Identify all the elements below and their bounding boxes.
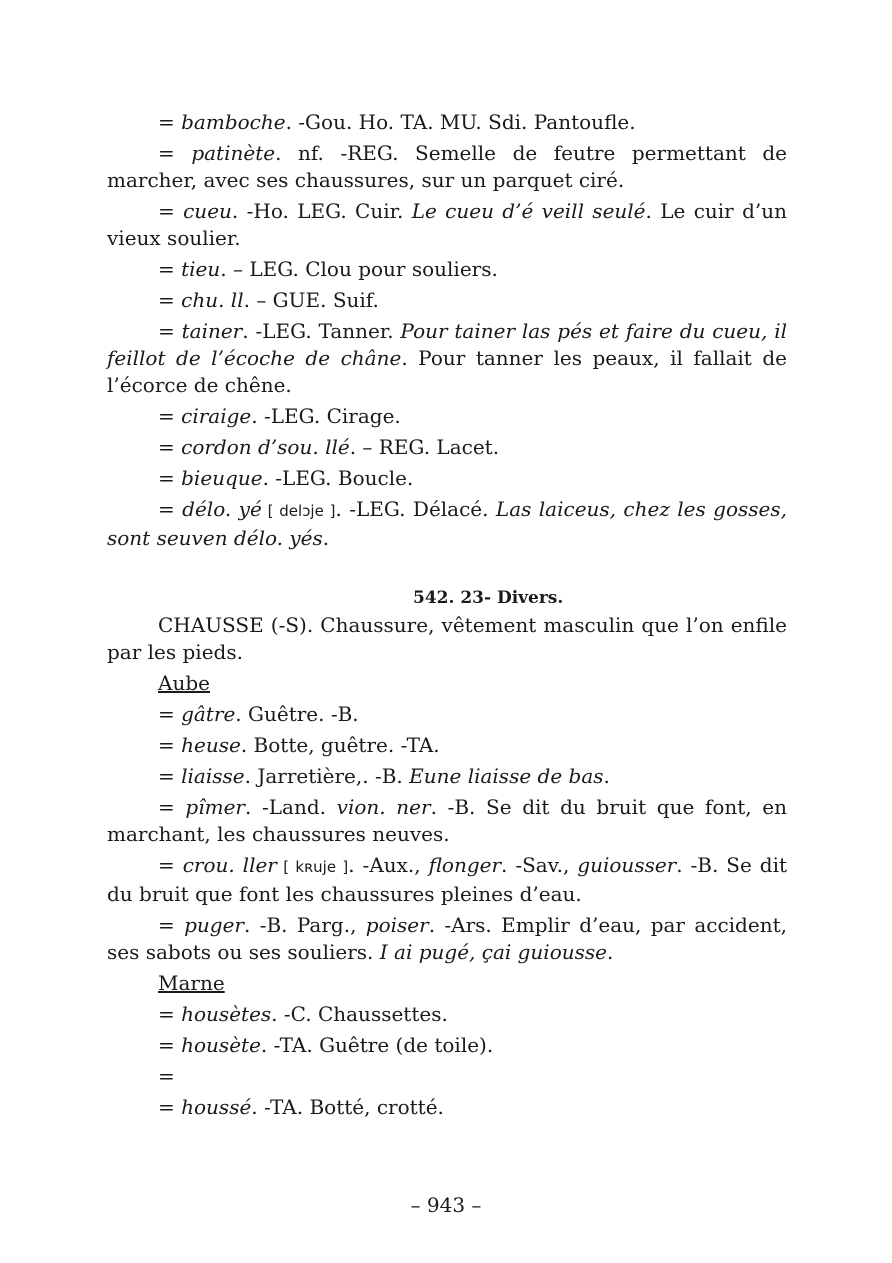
entry-prefix: =	[158, 795, 186, 819]
entry-term: patinète	[191, 141, 276, 165]
entry-term: tieu	[181, 257, 221, 281]
entry-term: ciraige	[181, 404, 252, 428]
entry-prefix: =	[158, 764, 182, 788]
dictionary-entry	[107, 465, 787, 492]
dictionary-entry	[107, 1001, 787, 1028]
entry-prefix: =	[158, 199, 184, 223]
entry-prefix: =	[158, 497, 183, 521]
entry-term: chu. ll	[181, 288, 244, 312]
entry-gloss: .	[322, 526, 330, 550]
page-body	[107, 105, 787, 1121]
entry-definition: . -Aux.,	[348, 853, 429, 877]
dictionary-entry	[107, 1032, 787, 1059]
entry-prefix: =	[158, 466, 182, 490]
entry-term: tainer	[181, 319, 243, 343]
dictionary-entry	[107, 198, 787, 252]
dictionary-entry	[107, 496, 787, 552]
entry-definition: . – LEG. Clou pour souliers.	[220, 257, 498, 281]
entry-example: Le cueu d’é veill seulé	[411, 199, 646, 223]
entry-term: pîmer	[185, 795, 245, 819]
entry-prefix: =	[158, 853, 183, 877]
entry-phonetic: [ kʀuje ]	[276, 858, 349, 876]
entry-definition: . -C. Chaussettes.	[271, 1002, 448, 1026]
entry-term: puger	[184, 913, 244, 937]
entry-gloss: . -B. Se dit du bruit que font, en marchant, les chaussures neuves.	[107, 795, 788, 846]
entries-marne	[107, 1001, 787, 1121]
entry-example: poiser	[365, 913, 429, 937]
entry-term: houssé	[181, 1095, 252, 1119]
entry-example: Las laiceus, chez les gosses, sont seuven délo. yés	[107, 497, 788, 550]
entry-example: I ai pugé, çai guiousse	[379, 940, 607, 964]
dictionary-entry	[107, 403, 787, 430]
entry-gloss: .	[603, 764, 610, 788]
entry-term: cordon d’sou. llé	[181, 435, 350, 459]
section-intro: CHAUSSE (-S). Chaussure, vêtement masculin que l’on enfile par les pieds.	[107, 613, 787, 664]
dictionary-entry	[107, 852, 787, 908]
dictionary-entry	[107, 318, 787, 399]
entry-term: bamboche	[181, 110, 286, 134]
dictionary-entry	[107, 1094, 787, 1121]
entry-gloss: . Le cuir d’un vieux soulier.	[107, 199, 787, 250]
entry-definition: . -LEG. Cirage.	[251, 404, 401, 428]
dictionary-entry	[107, 434, 787, 461]
region-marne: Marne	[158, 971, 225, 995]
entry-term: liaisse	[181, 764, 245, 788]
entry-gloss: . Pour tanner les peaux, il fallait de l’écorce de chêne.	[107, 346, 787, 397]
entry-term: heuse	[181, 733, 241, 757]
entry-gloss: . -Sav.,	[501, 853, 578, 877]
dictionary-entry	[107, 256, 787, 283]
entry-prefix: =	[158, 435, 182, 459]
entry-example: Eune liaisse de bas	[409, 764, 604, 788]
entry-phonetic: [ delɔje ]	[261, 502, 336, 520]
entry-definition: . nf. -REG. Semelle de feutre permettant de marcher, avec ses chaussures, sur un parquet ciré.	[107, 141, 787, 192]
entry-definition: . -Gou. Ho. TA. MU. Sdi. Pantoufle.	[285, 110, 636, 134]
entry-prefix: =	[158, 257, 182, 281]
page-number: – 943 –	[410, 1193, 482, 1217]
region-aube: Aube	[158, 671, 210, 695]
dictionary-entry	[107, 287, 787, 314]
entry-definition: . – GUE. Suif.	[243, 288, 379, 312]
entries-top	[107, 109, 787, 552]
entry-definition: . – REG. Lacet.	[349, 435, 500, 459]
entry-prefix: =	[158, 319, 182, 343]
dictionary-entry	[107, 912, 787, 966]
entry-definition: . -Land.	[244, 795, 337, 819]
dictionary-entry	[107, 140, 787, 194]
entry-term: gâtre	[181, 702, 236, 726]
entry-example: vion. ner	[336, 795, 431, 819]
entries-aube	[107, 701, 787, 966]
entry-term: crou. ller	[182, 853, 277, 877]
entry-prefix: =	[158, 1064, 175, 1088]
entry-definition: . Botte, guêtre. -TA.	[240, 733, 440, 757]
entry-definition: . -Ho. LEG. Cuir.	[231, 199, 412, 223]
entry-gloss: . -B. Se dit du bruit que font les chaussures pleines d’eau.	[107, 853, 787, 906]
entry-term: housète	[181, 1033, 261, 1057]
dictionary-entry	[107, 701, 787, 728]
entry-definition: . -LEG. Délacé.	[335, 497, 496, 521]
entry-prefix: =	[158, 702, 182, 726]
entry-prefix: =	[158, 288, 182, 312]
entry-term: bieuque	[181, 466, 263, 490]
entry-definition: . -LEG. Boucle.	[262, 466, 414, 490]
entry-definition: . Jarretière,. -B.	[244, 764, 410, 788]
entry-prefix: =	[158, 1095, 182, 1119]
entry-definition: . -B. Parg.,	[244, 913, 366, 937]
dictionary-entry	[107, 732, 787, 759]
entry-gloss: .	[606, 940, 614, 964]
entry-prefix: =	[158, 1033, 182, 1057]
entry-prefix: =	[158, 141, 192, 165]
entry-prefix: =	[158, 733, 182, 757]
entry-definition: . -TA. Guêtre (de toile).	[260, 1033, 494, 1057]
dictionary-entry	[107, 763, 787, 790]
entry-example: Pour tainer las pés et faire du cueu, il feillot de l’écoche de châne	[107, 319, 788, 370]
dictionary-entry	[107, 1063, 787, 1090]
entry-definition: . Guêtre. -B.	[235, 702, 359, 726]
dictionary-entry	[107, 794, 787, 848]
entry-prefix: =	[158, 110, 182, 134]
entry-gloss: . -Ars. Emplir d’eau, par accident, ses sabots ou ses souliers.	[107, 913, 787, 964]
entry-term: délo. yé	[182, 497, 262, 521]
entry-example: guiousser	[577, 853, 677, 877]
section-heading: 542. 23- Divers.	[413, 588, 564, 608]
entry-prefix: =	[158, 404, 182, 428]
entry-prefix: =	[158, 1002, 182, 1026]
entry-example: flonger	[428, 853, 502, 877]
entry-term: cueu	[183, 199, 232, 223]
entry-definition: . -LEG. Tanner.	[242, 319, 401, 343]
dictionary-entry	[107, 109, 787, 136]
entry-term: housètes	[181, 1002, 272, 1026]
entry-definition: . -TA. Botté, crotté.	[251, 1095, 444, 1119]
entry-prefix: =	[158, 913, 185, 937]
